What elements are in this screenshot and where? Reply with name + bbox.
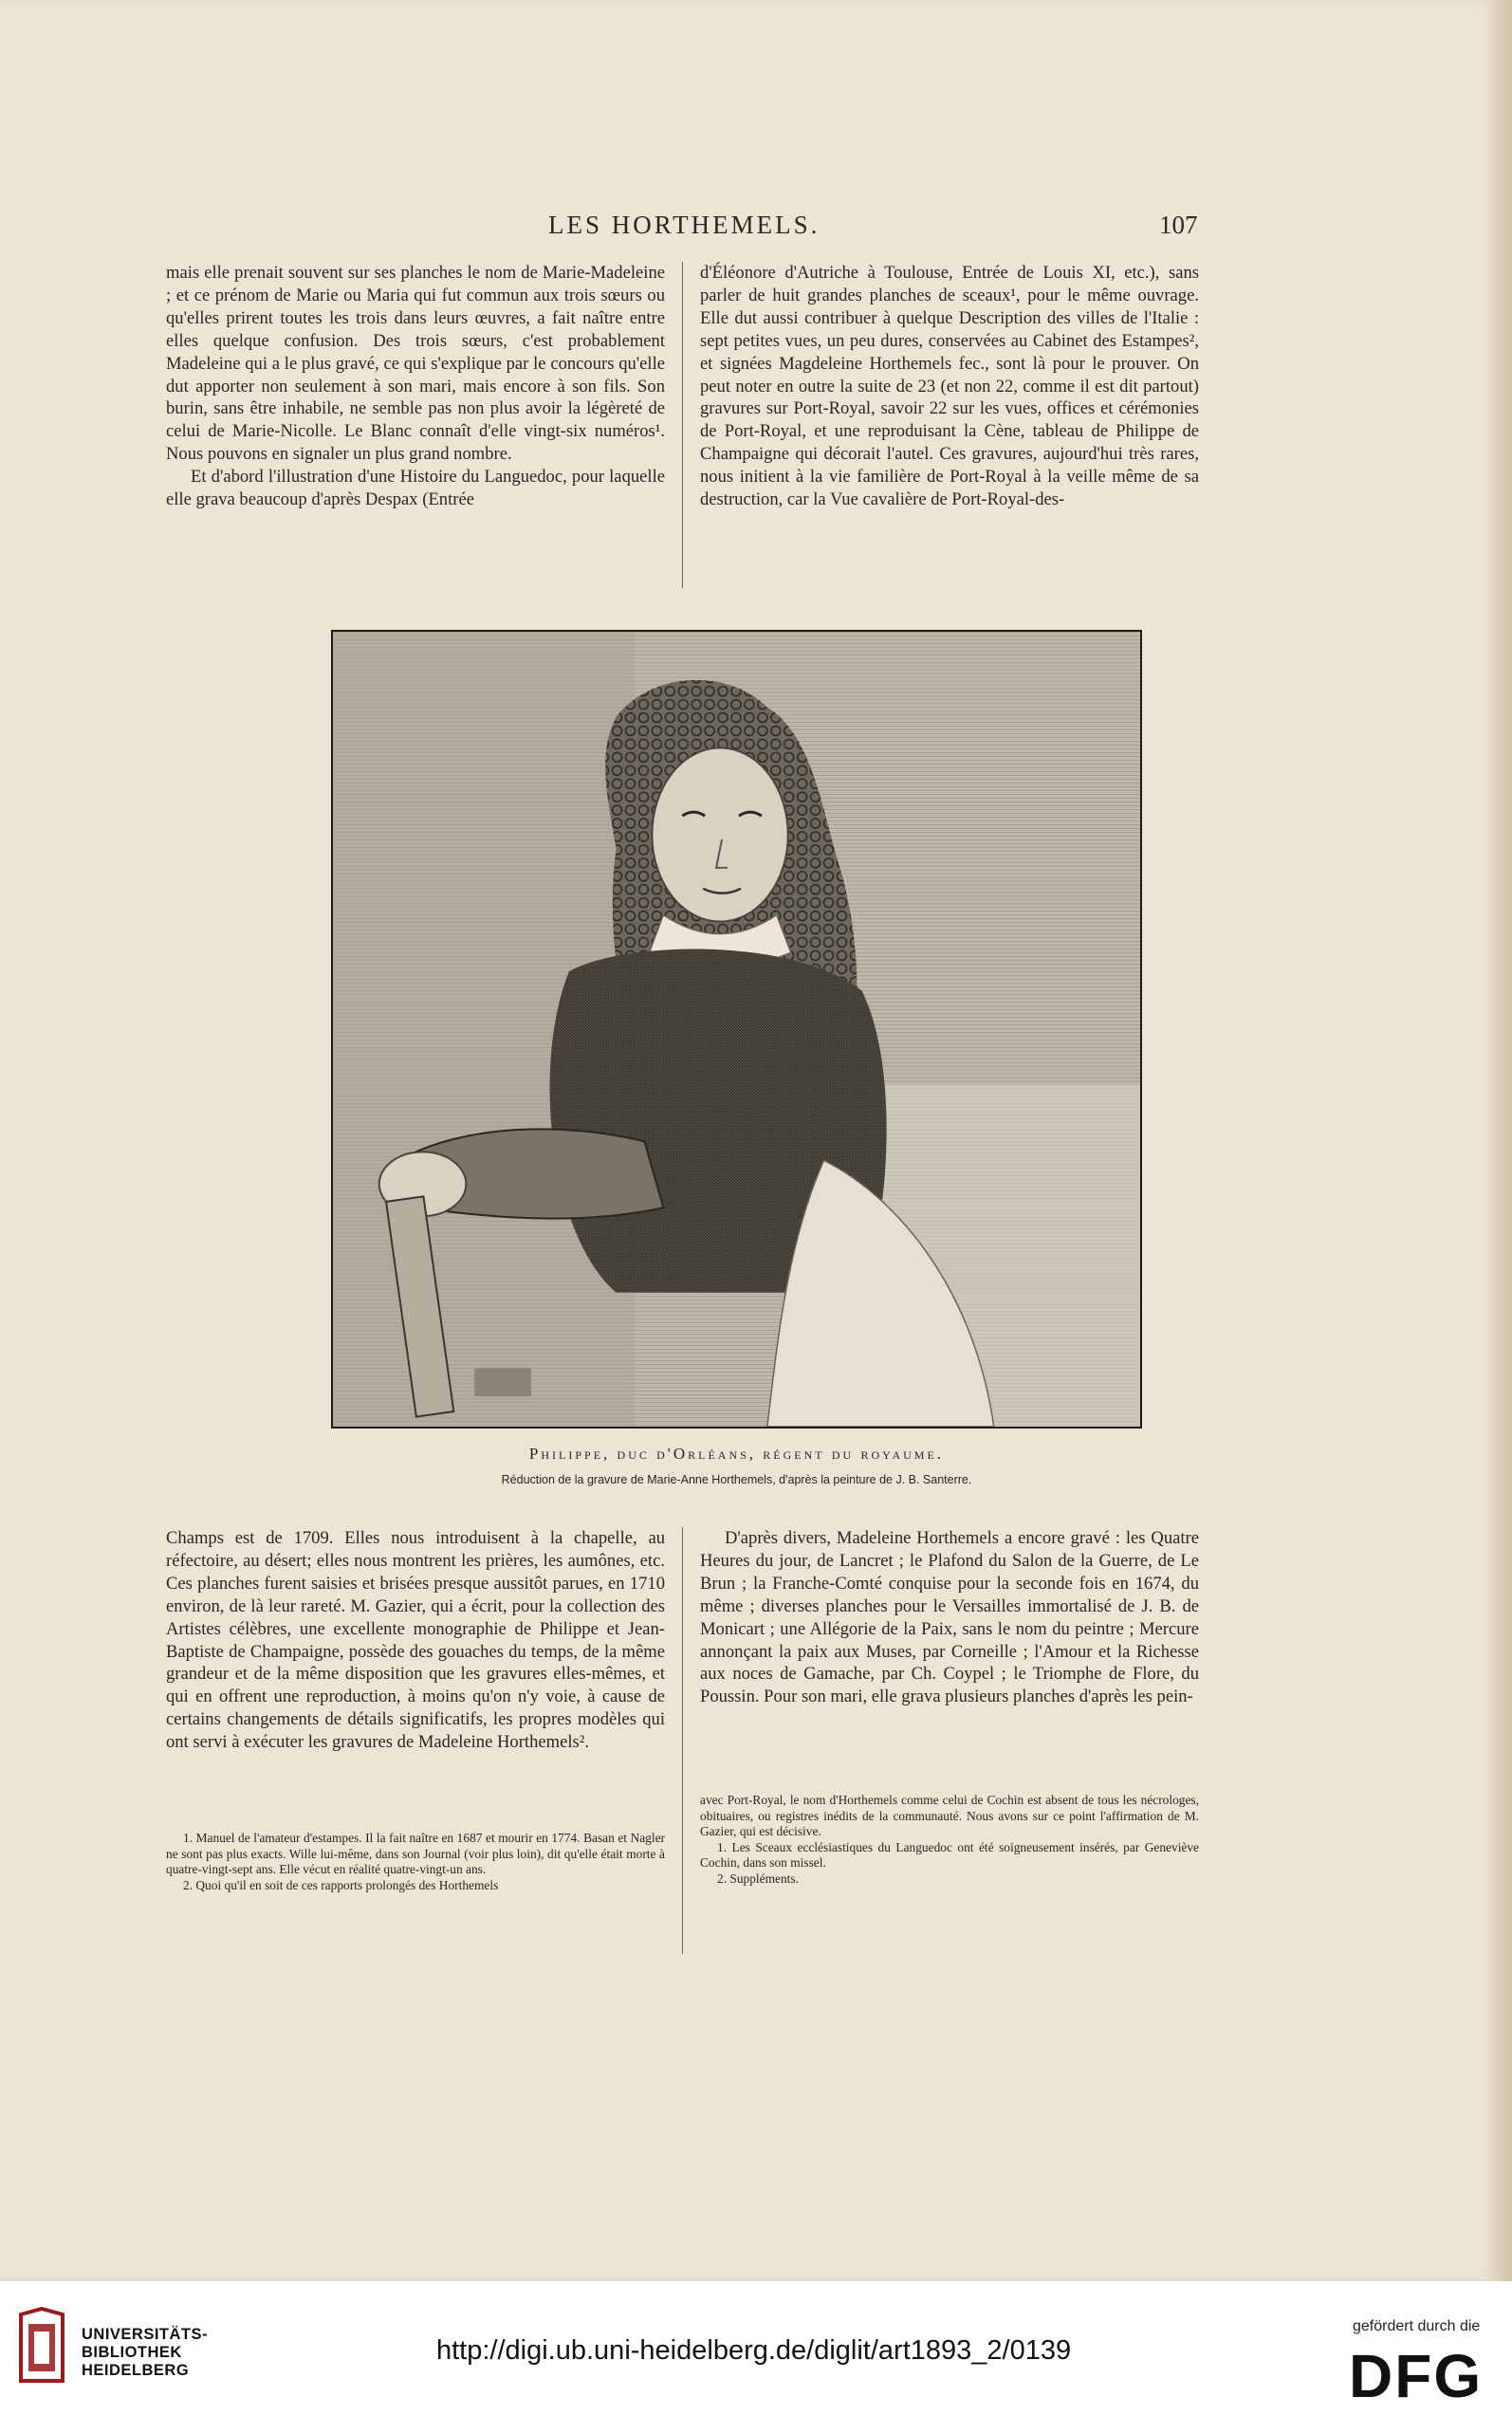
column-divider <box>682 262 683 588</box>
bottom-left-column <box>166 1527 665 1754</box>
university-seal-icon <box>13 2305 70 2390</box>
footnote: 1. Manuel de l'amateur d'estampes. Il la fait naître en 1687 et mourir en 1774. Basan et Nagler ne sont pas plus exacts. Wille lui-même, dans son Journal (voir plus loin), dit qu'elle était morte à quatre-vingt-sept ans. Elle vécut en réalité quatre-vingt-un ans. <box>166 1831 665 1876</box>
figure-caption-title: Philippe, duc d'Orléans, régent du royaume. <box>528 1445 945 1463</box>
footnote: 2. Quoi qu'il en soit de ces rapports prolongés des Horthemels <box>183 1877 499 1892</box>
institution-line: BIBLIOTHEK <box>82 2344 182 2361</box>
running-head: LES HORTHEMELS. <box>548 211 821 239</box>
page-edge <box>1491 0 1512 2281</box>
figure-caption-subtitle: Réduction de la gravure de Marie-Anne Horthemels, d'après la peinture de J. B. Santerre. <box>501 1473 972 1486</box>
paragraph: Et d'abord l'illustration d'une Histoire du Languedoc, pour laquelle elle grava beaucoup d'après Despax (Entrée <box>166 467 665 510</box>
source-url-link[interactable]: http://digi.ub.uni-heidelberg.de/diglit/art1893_2/0139 <box>436 2335 1072 2366</box>
footnote: 2. Suppléments. <box>717 1871 799 1886</box>
top-right-column <box>700 262 1199 511</box>
institution-line: HEIDELBERG <box>82 2362 190 2379</box>
footnote: 1. Les Sceaux ecclésiastiques du Languedoc ont été soigneusement insérés, par Geneviève Cochin, dans son missel. <box>700 1839 1199 1870</box>
top-left-column <box>166 262 665 511</box>
paragraph: Champs est de 1709. Elles nous introduisent à la chapelle, au réfectoire, au désert; elles nous montrent les prières, les aumônes, etc. Ces planches furent saisies et brisées presque aussitôt parues, en 1710 environ, de là leur rareté. M. Gazier, qui a écrit, pour la collection des Artistes célèbres, une excellente monographie de Philippe et Jean-Baptiste de Champaigne, possède des gouaches du temps, de la même grandeur et de la même disposition que les gravures elles-mêmes, et qui en offrent une reproduction, à moins qu'on n'y voie, à cause de certains changements de détails significatifs, les propres modèles qui ont servi à exécuter les gravures de Madeleine Horthemels². <box>166 1528 665 1753</box>
institution-name[interactable] <box>82 2326 208 2380</box>
portrait-engraving <box>331 630 1142 1429</box>
paragraph: D'après divers, Madeleine Horthemels a encore gravé : les Quatre Heures du jour, de Lancret ; le Plafond du Salon de la Guerre, de Le Brun ; la Franche-Comté conquise pour la seconde fois en 1674, du même ; diverses planches pour le Versailles immortalisé de J. B. de Monicart ; une Allégorie de la Paix, sans le nom du peintre ; Mercure annonçant la paix aux Muses, par Corneille ; l'Amour et la Richesse aux noces de Gamache, par Ch. Coypel ; le Triomphe de Flore, du Poussin. Pour son mari, elle grava plusieurs planches d'après les pein- <box>700 1528 1199 1707</box>
paragraph: mais elle prenait souvent sur ses planches le nom de Marie-Madeleine ; et ce prénom de Marie ou Maria qui fut commun aux trois sœurs ou qu'elles prirent toutes les trois dans leurs œuvres, a fait naître entre elles quelque confusion. Des trois sœurs, c'est probablement Madeleine qui a le plus gravé, ce qui s'explique par le concours qu'elle dut apporter non seulement à son mari, mais encore à son fils. Son burin, sans être inhabile, ne semble pas non plus avoir la légèreté de celui de Marie-Nicolle. Le Blanc connaît d'elle vingt-six numéros¹. Nous pouvons en signaler un plus grand nombre. <box>166 263 665 465</box>
institution-line: UNIVERSITÄTS- <box>82 2326 209 2343</box>
footnote: avec Port-Royal, le nom d'Horthemels comme celui de Cochin est absent de tous les nécrologes, obituaires, ou registres inédits de la communauté. Nous avons sur ce point l'affirmation de M. Gazier, qui est décisive. <box>700 1793 1199 1838</box>
footnotes-right <box>700 1793 1199 1887</box>
paragraph: d'Éléonore d'Autriche à Toulouse, Entrée de Louis XI, etc.), sans parler de huit grandes planches de sceaux¹, pour le même ouvrage. Elle dut aussi contribuer à quelque Description des villes de l'Italie : sept petites vues, un peu dures, conservées au Cabinet des Estampes², et signées Magdeleine Horthemels fec., sont là pour le prouver. On peut noter en outre la suite de 23 (et non 22, comme il est dit partout) gravures sur Port-Royal, savoir 22 sur les vues, offices et cérémonies de Port-Royal, et une reproduisant la Cène, tableau de Philippe de Champaigne qui décorait l'autel. Ces gravures, aujourd'hui très rares, nous initient à la vie familière de Port-Royal à la veille même de sa destruction, car la Vue cavalière de Port-Royal-des- <box>700 263 1199 510</box>
page-number: 107 <box>1159 211 1198 239</box>
bottom-right-column <box>700 1527 1199 1708</box>
column-divider <box>682 1527 683 1954</box>
sponsor-label: gefördert durch die <box>1353 2318 1481 2334</box>
dfg-logo[interactable]: DFG <box>1349 2342 1484 2410</box>
footnotes-left <box>166 1831 665 1893</box>
portrait-illustration <box>333 632 1140 1427</box>
